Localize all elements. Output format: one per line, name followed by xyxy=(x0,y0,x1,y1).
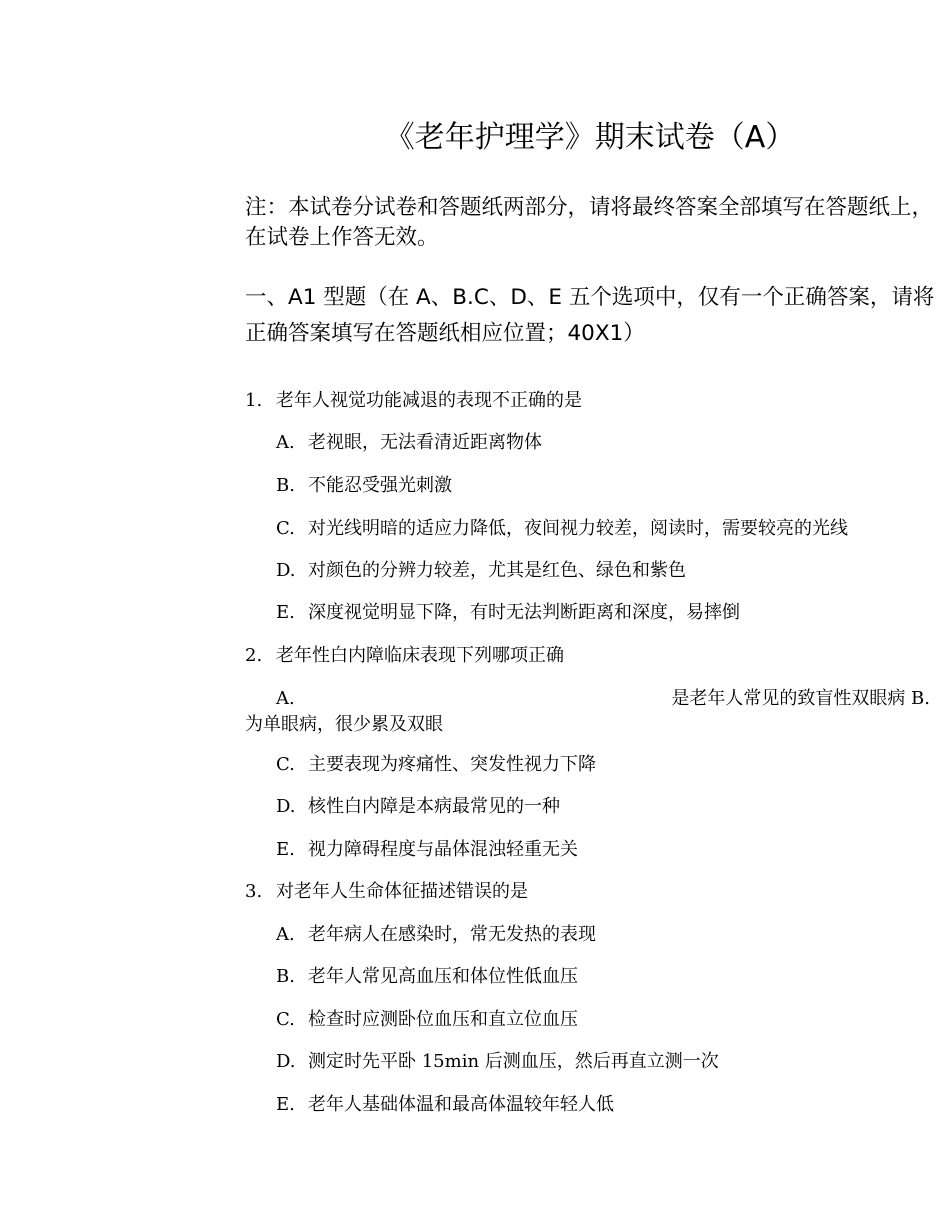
option-1c xyxy=(276,516,848,542)
option-text-continued: 为单眼病，很少累及双眼 xyxy=(245,714,443,735)
option-text: 检查时应测卧位血压和直立位血压 xyxy=(308,1009,578,1030)
option-text: 不能忍受强光刺激 xyxy=(308,475,452,496)
option-text: 是老年人常见的致盲性双眼病 B. xyxy=(671,688,930,709)
option-2ab xyxy=(245,686,935,738)
option-1b xyxy=(276,473,452,499)
question-number: 3. xyxy=(245,881,263,902)
option-3e xyxy=(276,1092,614,1118)
option-text: 深度视觉明显下降，有时无法判断距离和深度，易摔倒 xyxy=(308,602,740,623)
option-text: 老年人基础体温和最高体温较年轻人低 xyxy=(308,1094,614,1115)
option-letter: C. xyxy=(276,518,295,539)
option-letter: D. xyxy=(276,560,296,581)
question-1 xyxy=(245,388,582,414)
option-1a xyxy=(276,430,542,456)
question-2 xyxy=(245,643,564,669)
question-number: 2. xyxy=(245,645,263,666)
option-letter: C. xyxy=(276,754,295,775)
option-letter: B. xyxy=(276,475,295,496)
question-text: 对老年人生命体征描述错误的是 xyxy=(276,881,528,902)
option-2e xyxy=(276,837,578,863)
option-text: 主要表现为疼痛性、突发性视力下降 xyxy=(308,754,596,775)
option-text: 核性白内障是本病最常见的一种 xyxy=(308,796,560,817)
question-number: 1. xyxy=(245,390,263,411)
option-letter: E. xyxy=(276,602,295,623)
option-1d xyxy=(276,558,686,584)
option-letter: B. xyxy=(276,966,295,987)
option-3a xyxy=(276,922,596,948)
option-letter: C. xyxy=(276,1009,295,1030)
option-letter: A. xyxy=(276,432,295,453)
question-text: 老年人视觉功能减退的表现不正确的是 xyxy=(276,390,582,411)
option-letter: E. xyxy=(276,839,295,860)
option-text: 对光线明暗的适应力降低，夜间视力较差，阅读时，需要较亮的光线 xyxy=(308,518,848,539)
section-heading: 一、A1 型题（在 A、B.C、D、E 五个选项中，仅有一个正确答案，请将正确答案填写在答题纸相应位置；40X1） xyxy=(245,285,935,346)
option-3d xyxy=(276,1049,719,1075)
option-letter: E. xyxy=(276,1094,295,1115)
option-text: 老视眼，无法看清近距离物体 xyxy=(308,432,542,453)
option-letter: A. xyxy=(276,688,295,709)
option-text: 测定时先平卧 15min 后测血压，然后再直立测一次 xyxy=(308,1051,719,1072)
option-1e xyxy=(276,600,740,626)
exam-title: 《老年护理学》期末试卷（A） xyxy=(384,120,796,155)
question-3 xyxy=(245,879,528,905)
option-letter: D. xyxy=(276,796,296,817)
option-letter: D. xyxy=(276,1051,296,1072)
option-text: 视力障碍程度与晶体混浊轻重无关 xyxy=(308,839,578,860)
option-3c xyxy=(276,1007,578,1033)
option-2d xyxy=(276,794,560,820)
option-text: 对颜色的分辨力较差，尤其是红色、绿色和紫色 xyxy=(308,560,686,581)
exam-note: 注：本试卷分试卷和答题纸两部分，请将最终答案全部填写在答题纸上，在试卷上作答无效。 xyxy=(245,195,934,250)
option-text: 老年人常见高血压和体位性低血压 xyxy=(308,966,578,987)
option-2c xyxy=(276,752,596,778)
question-text: 老年性白内障临床表现下列哪项正确 xyxy=(276,645,564,666)
option-text: 老年病人在感染时，常无发热的表现 xyxy=(308,924,596,945)
option-letter: A. xyxy=(276,924,295,945)
option-3b xyxy=(276,964,578,990)
